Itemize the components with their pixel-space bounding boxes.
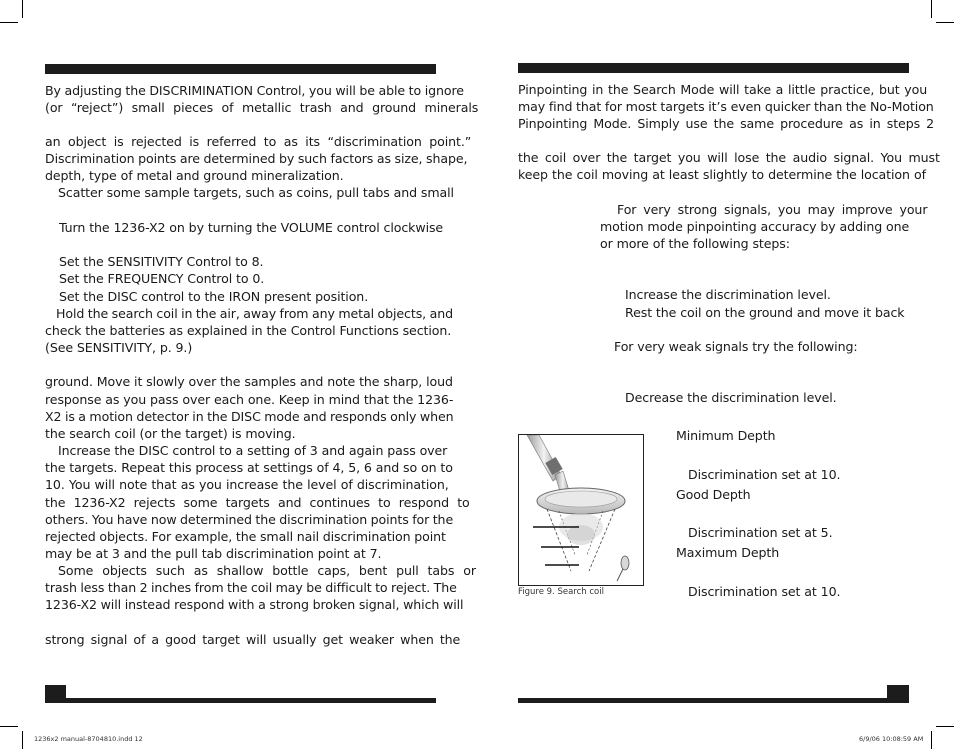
body-text-line: Rest the coil on the ground and move it back xyxy=(625,305,905,320)
body-text-line: an object is rejected is referred to as its “discrimination point.” xyxy=(45,134,472,149)
body-text-line: Pinpointing in the Search Mode will take a little practice, but you xyxy=(518,82,928,97)
search-coil-figure xyxy=(518,434,644,586)
body-text-line: Increase the discrimination level. xyxy=(625,287,831,302)
body-text-line: Scatter some sample targets, such as coins, pull tabs and small xyxy=(58,185,454,200)
right-header-bar xyxy=(518,63,909,73)
body-text-line: rejected objects. For example, the small nail discrimination point xyxy=(45,529,446,544)
crop-mark xyxy=(931,731,932,749)
depth-label: Maximum Depth xyxy=(676,545,780,560)
crop-mark xyxy=(0,726,18,727)
body-text-line: the 1236-X2 rejects some targets and continues to respond to xyxy=(45,495,470,510)
left-footer-bar xyxy=(45,698,436,703)
depth-label: Minimum Depth xyxy=(676,428,776,443)
crop-mark xyxy=(22,0,23,18)
crop-mark xyxy=(936,726,954,727)
body-text-line: may find that for most targets it’s even quicker than the No-Motion xyxy=(518,99,934,114)
body-text-line: Some objects such as shallow bottle caps, bent pull tabs or xyxy=(58,563,476,578)
body-text-line: strong signal of a good target will usually get weaker when the xyxy=(45,632,461,647)
body-text-line: For very strong signals, you may improve your xyxy=(617,202,928,217)
body-text-line: Discrimination points are determined by such factors as size, shape, xyxy=(45,151,468,166)
body-text-line: the targets. Repeat this process at settings of 4, 5, 6 and so on to xyxy=(45,460,453,475)
body-text-line: Set the DISC control to the IRON present position. xyxy=(59,289,369,304)
depth-label: Discrimination set at 10. xyxy=(688,584,841,599)
body-text-line: Set the FREQUENCY Control to 0. xyxy=(59,271,265,286)
body-text-line: motion mode pinpointing accuracy by adding one xyxy=(600,219,910,234)
body-text-line: trash less than 2 inches from the coil may be difficult to reject. The xyxy=(45,580,457,595)
crop-mark xyxy=(931,0,932,18)
body-text-line: response as you pass over each one. Keep in mind that the 1236- xyxy=(45,392,454,407)
body-text-line: Hold the search coil in the air, away from any metal objects, and xyxy=(56,306,453,321)
right-page-tab xyxy=(887,685,909,703)
body-text-line: may be at 3 and the pull tab discrimination point at 7. xyxy=(45,546,382,561)
search-coil-illustration xyxy=(519,435,644,586)
body-text-line: (or “reject”) small pieces of metallic trash and ground minerals xyxy=(45,100,479,115)
depth-label: Discrimination set at 10. xyxy=(688,467,841,482)
crop-mark xyxy=(22,731,23,749)
crop-mark xyxy=(936,22,954,23)
body-text-line: others. You have now determined the discrimination points for the xyxy=(45,512,454,527)
body-text-line: For very weak signals try the following: xyxy=(614,339,858,354)
body-text-line: X2 is a motion detector in the DISC mode and responds only when xyxy=(45,409,454,424)
depth-label: Discrimination set at 5. xyxy=(688,525,833,540)
right-footer-bar xyxy=(518,698,909,703)
body-text-line: Pinpointing Mode. Simply use the same procedure as in steps 2 xyxy=(518,116,935,131)
body-text-line: Turn the 1236-X2 on by turning the VOLUME control clockwise xyxy=(59,220,444,235)
body-text-line: (See SENSITIVITY, p. 9.) xyxy=(45,340,193,355)
file-slug: 1236x2 manual-8704810.indd 12 xyxy=(34,735,143,743)
body-text-line: the search coil (or the target) is moving. xyxy=(45,426,296,441)
body-text-line: check the batteries as explained in the Control Functions section. xyxy=(45,323,452,338)
body-text-line: Decrease the discrimination level. xyxy=(625,390,837,405)
body-text-line: Set the SENSITIVITY Control to 8. xyxy=(59,254,264,269)
body-text-line: 10. You will note that as you increase the level of discrimination, xyxy=(45,477,449,492)
figure-caption: Figure 9. Search coil xyxy=(518,587,604,597)
date-slug: 6/9/06 10:08:59 AM xyxy=(859,735,924,743)
body-text-line: the coil over the target you will lose the audio signal. You must xyxy=(518,150,940,165)
body-text-line: keep the coil moving at least slightly to determine the location of xyxy=(518,167,926,182)
depth-label: Good Depth xyxy=(676,487,751,502)
body-text-line: ground. Move it slowly over the samples and note the sharp, loud xyxy=(45,374,453,389)
body-text-line: or more of the following steps: xyxy=(600,236,790,251)
body-text-line: Increase the DISC control to a setting of 3 and again pass over xyxy=(58,443,448,458)
body-text-line: depth, type of metal and ground mineralization. xyxy=(45,168,344,183)
body-text-line: 1236-X2 will instead respond with a strong broken signal, which will xyxy=(45,597,464,612)
crop-mark xyxy=(0,22,18,23)
left-header-bar xyxy=(45,64,436,74)
body-text-line: By adjusting the DISCRIMINATION Control, you will be able to ignore xyxy=(45,83,464,98)
left-page-tab xyxy=(45,685,66,703)
